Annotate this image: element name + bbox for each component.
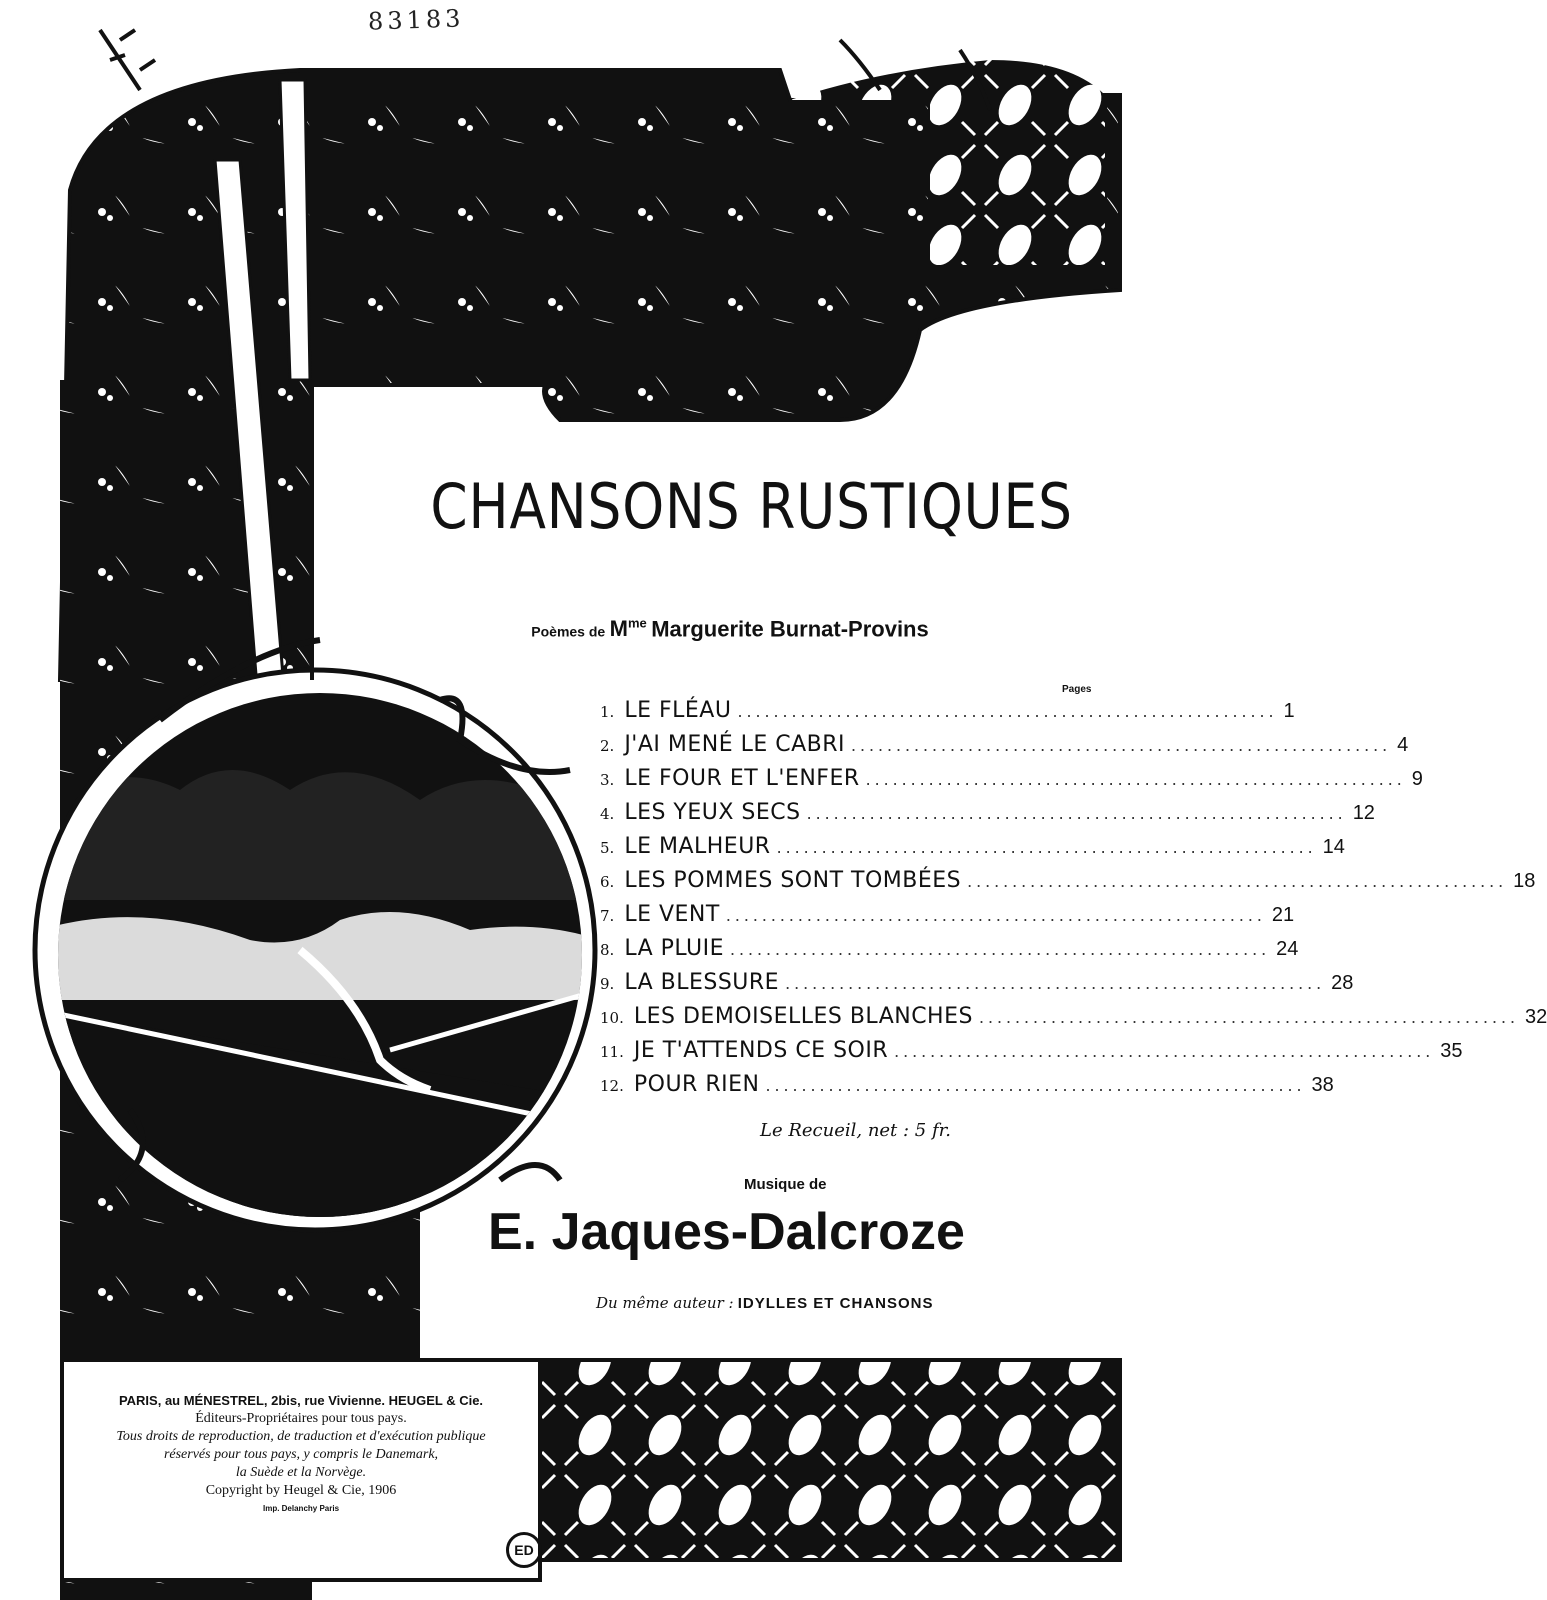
toc-page-number: 38	[1311, 1074, 1334, 1096]
toc-title: LE FLÉAU	[624, 698, 732, 723]
toc-number: 1.	[600, 703, 615, 721]
toc-number: 12.	[600, 1077, 624, 1095]
toc-title: LA PLUIE	[624, 936, 725, 961]
toc-leader-dots: ............................................................	[765, 1075, 1306, 1095]
toc-page-number: 9	[1411, 768, 1423, 790]
toc-title: J'AI MENÉ LE CABRI	[624, 732, 846, 757]
composer-name: E. Jaques-Dalcroze	[488, 1203, 965, 1261]
toc-page-number: 21	[1271, 904, 1295, 926]
library-stamp: ED	[506, 1532, 542, 1568]
toc-number: 7.	[600, 907, 615, 925]
toc-page-number: 35	[1440, 1040, 1463, 1062]
toc-row	[600, 970, 1354, 1004]
toc-row	[600, 1004, 1547, 1038]
toc-leader-dots: ............................................................	[737, 701, 1278, 721]
toc-page-number: 1	[1283, 700, 1295, 722]
toc-row	[600, 766, 1423, 800]
pages-column-header: Pages	[1062, 684, 1092, 695]
toc-row	[600, 732, 1409, 766]
toc-row	[600, 698, 1295, 732]
toc-page-number: 18	[1513, 870, 1536, 892]
publisher-line-2: Éditeurs-Propriétaires pour tous pays.	[195, 1411, 407, 1426]
toc-leader-dots: ............................................................	[730, 939, 1271, 959]
toc-title: JE T'ATTENDS CE SOIR	[633, 1038, 889, 1063]
publisher-line-1: PARIS, au MÉNESTREL, 2bis, rue Vivienne. HEUGEL & Cie.	[118, 1393, 484, 1408]
toc-row	[600, 800, 1375, 834]
toc-page-number: 12	[1352, 802, 1375, 824]
publisher-imprint	[66, 1392, 536, 1518]
page-title: CHANSONS RUSTIQUES	[430, 470, 1073, 543]
toc-number: 8.	[600, 941, 615, 959]
toc-page-number: 4	[1397, 734, 1409, 756]
toc-title: LE MALHEUR	[624, 834, 771, 859]
toc-leader-dots: ............................................................	[776, 837, 1317, 857]
toc-number: 9.	[600, 975, 615, 993]
table-of-contents	[600, 698, 1547, 1106]
toc-page-number: 24	[1276, 938, 1299, 960]
toc-title: LE VENT	[624, 902, 720, 927]
toc-leader-dots: ............................................................	[978, 1007, 1520, 1027]
toc-leader-dots: ............................................................	[967, 871, 1508, 891]
toc-leader-dots: ............................................................	[725, 905, 1266, 925]
publisher-line-5: la Suède et la Norvège.	[235, 1465, 367, 1480]
toc-number: 2.	[600, 737, 615, 755]
toc-leader-dots: ............................................................	[806, 803, 1347, 823]
publisher-line-6: Copyright by Heugel & Cie, 1906	[205, 1483, 397, 1498]
publisher-line-3: Tous droits de reproduction, de traduction et d'exécution publique	[116, 1429, 486, 1444]
toc-leader-dots: ............................................................	[865, 769, 1406, 789]
poet-credit	[430, 616, 1030, 642]
toc-leader-dots: ............................................................	[851, 735, 1392, 755]
poet-honorific: $M^{me}$	[609, 616, 647, 642]
music-by-label: Musique de	[744, 1176, 827, 1193]
toc-row	[600, 902, 1295, 936]
toc-row	[600, 1072, 1334, 1106]
toc-number: 4.	[600, 805, 615, 823]
toc-title: POUR RIEN	[633, 1072, 760, 1097]
same-author-line	[596, 1294, 933, 1312]
toc-number: 3.	[600, 771, 615, 789]
toc-page-number: 32	[1525, 1006, 1547, 1028]
toc-title: LE FOUR ET L'ENFER	[624, 766, 860, 791]
toc-row	[600, 1038, 1463, 1072]
toc-row	[600, 936, 1299, 970]
toc-title: LES DEMOISELLES BLANCHES	[633, 1004, 973, 1029]
poet-prefix: Poèmes de	[531, 623, 606, 640]
publisher-line-4: réservés pour tous pays, y compris le Danemark,	[163, 1447, 439, 1462]
toc-leader-dots: ............................................................	[785, 973, 1326, 993]
toc-row	[600, 834, 1345, 868]
toc-row	[600, 868, 1536, 902]
toc-title: LA BLESSURE	[624, 970, 780, 995]
price-line: Le Recueil, net : 5 fr.	[760, 1120, 951, 1141]
toc-number: 10.	[600, 1009, 624, 1027]
toc-title: LES YEUX SECS	[624, 800, 801, 825]
toc-leader-dots: ............................................................	[894, 1041, 1435, 1061]
poet-name: Marguerite Burnat-Provins	[651, 616, 929, 642]
same-author-prefix: Du même auteur :	[596, 1294, 734, 1312]
toc-number: 5.	[600, 839, 615, 857]
publisher-line-7: Imp. Delanchy Paris	[262, 1504, 340, 1513]
toc-title: LES POMMES SONT TOMBÉES	[624, 868, 962, 893]
toc-page-number: 14	[1322, 836, 1345, 858]
same-author-work: IDYLLES ET CHANSONS	[737, 1295, 934, 1312]
toc-page-number: 28	[1331, 972, 1354, 994]
toc-number: 11.	[600, 1043, 624, 1061]
toc-number: 6.	[600, 873, 615, 891]
catalog-number: 83183	[367, 4, 465, 36]
